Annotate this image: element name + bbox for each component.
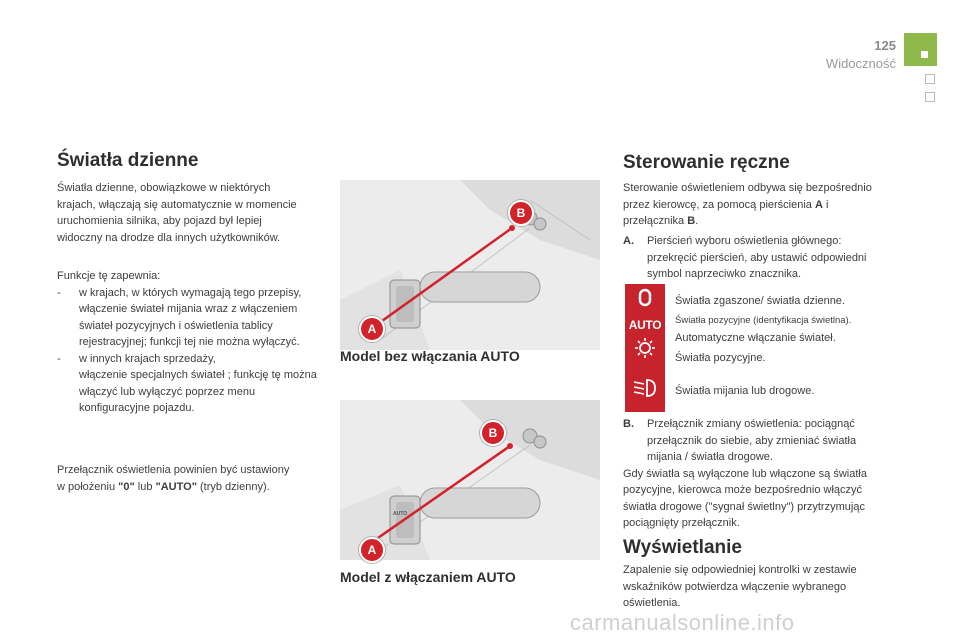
daylight-intro bbox=[57, 180, 307, 246]
low-beam-icon bbox=[634, 380, 655, 396]
mode-auto-small-label: Światła pozycyjne (identyfikacja świetlna). bbox=[675, 315, 852, 326]
mode-auto-label: Automatyczne włączanie świateł. bbox=[675, 332, 836, 344]
watermark: carmanualsonline.info bbox=[570, 610, 795, 635]
off-symbol-icon bbox=[640, 290, 650, 305]
daylight-title: Światła dzienne bbox=[57, 150, 199, 171]
flash-note: Gdy światła są wyłączone lub włączone są światła pozycyjne, kierowca może bezpośrednio włączyć światła drogowe ("sygnał świetlny") przytrzymując pociągnięty przełącznik. bbox=[623, 467, 867, 529]
stalk-photo-with-auto bbox=[340, 400, 600, 560]
section-title: Widoczność bbox=[825, 56, 896, 71]
display-para: Zapalenie się odpowiedniej kontrolki w zestawie wskaźników potwierdza włączenie wybranego oświetlenia. bbox=[623, 564, 857, 609]
page-number: 125 bbox=[874, 38, 896, 53]
switch-note: Przełącznik oświetlenia powinien być ustawiony w położeniu "0" lub "AUTO" (tryb dzienny). bbox=[57, 464, 290, 493]
mode-low-label: Światła mijania lub drogowe. bbox=[675, 385, 815, 397]
marker-a-bottom: A bbox=[359, 537, 385, 563]
display-title: Wyświetlanie bbox=[623, 537, 742, 558]
manual-control-title: Sterowanie ręczne bbox=[623, 152, 790, 173]
position-lights-icon bbox=[635, 338, 655, 358]
daylight-para: Światła dzienne, obowiązkowe w niektórych krajach, włączają się automatycznie w momencie uruchomienia silnika, aby pojazd był lepiej widoczny na drodze dla innych użytkowników. bbox=[57, 182, 297, 244]
auto-symbol-icon: AUTO bbox=[628, 318, 662, 332]
manual-control-intro: Sterowanie oświetleniem odbywa się bezpośrednio przez kierowcę, za pomocą pierścienia A i przełącznika B. bbox=[623, 182, 872, 227]
item-b-label: B. bbox=[623, 418, 634, 430]
item-a-label: A. bbox=[623, 235, 634, 247]
stalk-auto-marking: AUTO bbox=[393, 511, 408, 517]
marker-a-top: A bbox=[359, 316, 385, 342]
mode-off-label: Światła zgaszone/ światła dzienne. bbox=[675, 295, 845, 307]
caption-with-auto: Model z włączaniem AUTO bbox=[340, 569, 516, 585]
marker-b-bottom: B bbox=[480, 420, 506, 446]
daylight-functions bbox=[57, 268, 319, 417]
item-b bbox=[623, 416, 888, 532]
light-mode-panel bbox=[625, 284, 665, 412]
tab-box-2 bbox=[925, 92, 935, 102]
item-a bbox=[623, 233, 883, 283]
marker-b-top: B bbox=[508, 200, 534, 226]
tab-square-icon bbox=[921, 51, 928, 58]
chapter-tab bbox=[904, 33, 937, 66]
list-item: - w krajach, w których wymagają tego przepisy, włączenie świateł mijania wraz z włączeniem świateł pozycyjnych i oświetlenia tablicy rejestracyjnej; funkcji tej nie można wyłączyć. bbox=[57, 286, 302, 348]
item-a-text: Pierścień wyboru oświetlenia głównego: przekręcić pierścień, aby ustawić odpowiedni symbol naprzeciwko znacznika. bbox=[647, 235, 867, 280]
item-b-text: Przełącznik zmiany oświetlenia: pociągnąć przełącznik do siebie, aby zmieniać światła mijania / światła drogowe. bbox=[647, 418, 857, 463]
stalk-illustration-auto bbox=[340, 400, 600, 560]
tab-box-1 bbox=[925, 74, 935, 84]
caption-without-auto: Model bez włączania AUTO bbox=[340, 348, 520, 364]
mode-position-label: Światła pozycyjne. bbox=[675, 352, 766, 364]
list-item: - w innych krajach sprzedaży, włączenie specjalnych świateł ; funkcję tę można włączyć lub wyłączyć poprzez menu konfiguracyjne pojazdu. bbox=[57, 352, 317, 414]
functions-intro: Funkcje tę zapewnia: bbox=[57, 270, 161, 282]
functions-list bbox=[57, 285, 319, 417]
